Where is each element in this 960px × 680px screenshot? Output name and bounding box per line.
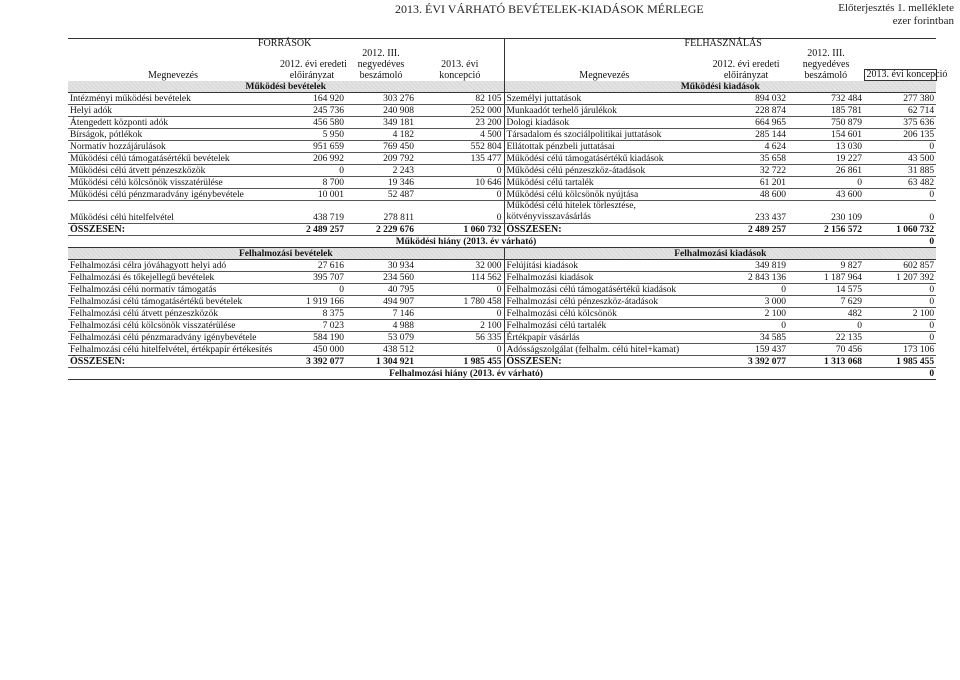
use-2012-plan: 0 <box>704 284 788 296</box>
use-2013-concept: 173 106 <box>864 344 936 356</box>
source-2012-q3: 2 243 <box>346 165 416 177</box>
source-label: Felhalmozási célú hitelfelvétel, értékpapír értékesítés <box>68 344 278 356</box>
deficit-value: 0 <box>864 368 936 380</box>
use-2012-plan: 285 144 <box>704 129 788 141</box>
source-2012-plan: 2 489 257 <box>278 224 346 236</box>
operating-row <box>68 105 936 117</box>
use-2013-concept: 0 <box>864 320 936 332</box>
source-2012-q3: 19 346 <box>346 177 416 189</box>
use-2012-plan: 34 585 <box>704 332 788 344</box>
source-label: Felhalmozási célú kölcsönök visszatérülése <box>68 320 278 332</box>
use-label: ÖSSZESEN: <box>504 356 704 368</box>
source-2012-plan: 3 392 077 <box>278 356 346 368</box>
use-label: Adósságszolgálat (felhalm. célú hitel+kamat) <box>504 344 704 356</box>
operating-row <box>68 165 936 177</box>
source-2013-concept: 135 477 <box>416 153 504 165</box>
use-2012-plan: 228 874 <box>704 105 788 117</box>
source-2012-q3: 40 795 <box>346 284 416 296</box>
use-2012-q3: 7 629 <box>788 296 864 308</box>
source-2013-concept: 23 200 <box>416 117 504 129</box>
capital-row <box>68 320 936 332</box>
use-2012-q3: 482 <box>788 308 864 320</box>
source-2012-q3: 30 934 <box>346 260 416 272</box>
use-2012-q3: 1 187 964 <box>788 272 864 284</box>
source-2013-concept: 252 000 <box>416 105 504 117</box>
source-label: Felhalmozási célú normatív támogatás <box>68 284 278 296</box>
use-label: Felhalmozási célú kölcsönök <box>504 308 704 320</box>
use-2012-q3: 750 879 <box>788 117 864 129</box>
source-2013-concept: 114 562 <box>416 272 504 284</box>
use-2012-q3: 154 601 <box>788 129 864 141</box>
operating-row <box>68 93 936 105</box>
use-2012-q3: 26 861 <box>788 165 864 177</box>
felhasznalas-header: FELHASZNÁLÁS <box>504 39 936 50</box>
use-label: Ellátottak pénzbeli juttatásai <box>504 141 704 153</box>
use-2012-plan: 35 658 <box>704 153 788 165</box>
source-label: Felhalmozási célú támogatásértékű bevételek <box>68 296 278 308</box>
forrasok-header: FORRÁSOK <box>68 39 504 50</box>
use-label: Működési célú hitelek törlesztése, kötvényvisszavásárlás <box>504 201 704 224</box>
source-label: Intézményi működési bevételek <box>68 93 278 105</box>
use-label: Működési célú pénzeszköz-átadások <box>504 165 704 177</box>
section-mukodesi-bevetelek: Működési bevételek <box>68 81 504 93</box>
source-2013-concept: 56 335 <box>416 332 504 344</box>
use-2012-q3: 19 227 <box>788 153 864 165</box>
capital-row <box>68 332 936 344</box>
source-2013-concept: 1 985 455 <box>416 356 504 368</box>
source-label: Működési célú kölcsönök visszatérülése <box>68 177 278 189</box>
source-2013-concept: 10 646 <box>416 177 504 189</box>
use-label: Működési célú támogatásértékű kiadások <box>504 153 704 165</box>
use-label: Dologi kiadások <box>504 117 704 129</box>
source-label: Normatív hozzájárulások <box>68 141 278 153</box>
source-2012-plan: 450 000 <box>278 344 346 356</box>
page-annotation <box>838 2 954 28</box>
source-label: Működési célú pénzmaradvány igénybevétele <box>68 189 278 201</box>
use-2012-q3: 22 135 <box>788 332 864 344</box>
section-capital <box>68 248 936 260</box>
col5-header-l2: negyedéves <box>802 58 850 70</box>
use-2012-plan: 349 819 <box>704 260 788 272</box>
operating-row <box>68 141 936 153</box>
use-2013-concept: 0 <box>864 141 936 153</box>
header-row-3 <box>68 59 936 70</box>
megnevezes-left: Megnevezés <box>148 69 198 81</box>
col6-header: 2013. évi koncepció <box>864 70 936 81</box>
capital-row <box>68 260 936 272</box>
use-label: Személyi juttatások <box>504 93 704 105</box>
source-2013-concept: 0 <box>416 165 504 177</box>
balance-table <box>68 38 948 380</box>
col1-header-l1: 2012. évi eredeti <box>280 58 347 70</box>
source-2013-concept: 0 <box>416 344 504 356</box>
source-2013-concept: 0 <box>416 189 504 201</box>
use-2012-q3: 13 030 <box>788 141 864 153</box>
source-label: Felhalmozási célú pénzmaradvány igénybevétele <box>68 332 278 344</box>
deficit-value: 0 <box>864 236 936 248</box>
source-2012-plan: 8 375 <box>278 308 346 320</box>
use-label: Társadalom és szociálpolitikai juttatások <box>504 129 704 141</box>
source-2012-plan: 27 616 <box>278 260 346 272</box>
source-label: ÖSSZESEN: <box>68 356 278 368</box>
use-2013-concept: 0 <box>864 189 936 201</box>
use-label: Működési célú kölcsönök nyújtása <box>504 189 704 201</box>
source-2013-concept: 2 100 <box>416 320 504 332</box>
use-2012-q3: 43 600 <box>788 189 864 201</box>
col3-header-l1: 2013. évi <box>416 59 504 70</box>
use-2012-plan: 2 843 136 <box>704 272 788 284</box>
source-2013-concept: 552 804 <box>416 141 504 153</box>
col5-header-l1: 2012. III. <box>807 48 845 59</box>
use-label: Felhalmozási kiadások <box>504 272 704 284</box>
deficit-label: Működési hiány (2013. év várható) <box>68 236 864 248</box>
source-2012-q3: 303 276 <box>346 93 416 105</box>
col2-header-l1: 2012. III. <box>362 48 400 59</box>
capital-deficit-row <box>68 368 936 380</box>
source-2012-q3: 4 182 <box>346 129 416 141</box>
use-2012-plan: 159 437 <box>704 344 788 356</box>
source-2012-plan: 395 707 <box>278 272 346 284</box>
source-2013-concept: 32 000 <box>416 260 504 272</box>
source-label: Felhalmozási célú átvett pénzeszközök <box>68 308 278 320</box>
source-2012-q3: 494 907 <box>346 296 416 308</box>
source-2012-q3: 53 079 <box>346 332 416 344</box>
use-label: ÖSSZESEN: <box>504 224 704 236</box>
col1-header-l2: előirányzat <box>289 69 335 81</box>
use-2012-plan: 48 600 <box>704 189 788 201</box>
source-label: Felhalmozási célra jóváhagyott helyi adó <box>68 260 278 272</box>
source-2012-plan: 245 736 <box>278 105 346 117</box>
source-2012-q3: 769 450 <box>346 141 416 153</box>
source-2012-plan: 5 950 <box>278 129 346 141</box>
use-label: Működési célú tartalék <box>504 177 704 189</box>
use-2013-concept: 43 500 <box>864 153 936 165</box>
header-row-1 <box>68 39 936 50</box>
use-2012-q3: 70 456 <box>788 344 864 356</box>
use-2013-concept: 1 060 732 <box>864 224 936 236</box>
source-2012-plan: 584 190 <box>278 332 346 344</box>
source-2013-concept: 1 780 458 <box>416 296 504 308</box>
section-right: Felhalmozási kiadások <box>504 248 936 260</box>
source-2012-q3: 4 988 <box>346 320 416 332</box>
capital-row <box>68 344 936 356</box>
section-mukodesi-kiadasok: Működési kiadások <box>504 81 936 93</box>
unit-label: ezer forintban <box>892 15 954 27</box>
use-2013-concept: 1 985 455 <box>864 356 936 368</box>
megnevezes-right: Megnevezés <box>579 69 630 81</box>
source-label: Felhalmozási és tőkejellegű bevételek <box>68 272 278 284</box>
col4-header-l2: előirányzat <box>723 69 769 81</box>
use-2012-q3: 185 781 <box>788 105 864 117</box>
source-label: ÖSSZESEN: <box>68 224 278 236</box>
use-2012-plan: 3 392 077 <box>704 356 788 368</box>
use-2013-concept: 277 380 <box>864 93 936 105</box>
use-2012-q3: 14 575 <box>788 284 864 296</box>
source-2012-q3: 209 792 <box>346 153 416 165</box>
use-2013-concept: 375 636 <box>864 117 936 129</box>
use-2012-plan: 61 201 <box>704 177 788 189</box>
use-2012-plan: 3 000 <box>704 296 788 308</box>
source-label: Működési célú támogatásértékű bevételek <box>68 153 278 165</box>
section-left: Felhalmozási bevételek <box>68 248 504 260</box>
use-label: Felhalmozási célú tartalék <box>504 320 704 332</box>
use-2013-concept: 602 857 <box>864 260 936 272</box>
use-2012-q3: 230 109 <box>788 201 864 224</box>
col2-header-l3: beszámoló <box>359 69 403 81</box>
use-label: Felújítási kiadások <box>504 260 704 272</box>
use-2012-q3: 0 <box>788 177 864 189</box>
source-label: Működési célú átvett pénzeszközök <box>68 165 278 177</box>
source-label: Bírságok, pótlékok <box>68 129 278 141</box>
operating-row <box>68 177 936 189</box>
source-2012-plan: 206 992 <box>278 153 346 165</box>
source-label: Átengedett központi adók <box>68 117 278 129</box>
use-2012-plan: 32 722 <box>704 165 788 177</box>
use-2013-concept: 206 135 <box>864 129 936 141</box>
capital-row <box>68 272 936 284</box>
source-2012-q3: 234 560 <box>346 272 416 284</box>
use-2012-plan: 2 489 257 <box>704 224 788 236</box>
use-2012-q3: 732 484 <box>788 93 864 105</box>
annex-label: Előterjesztés 1. melléklete <box>838 2 954 14</box>
source-label: Működési célú hitelfelvétel <box>68 201 278 224</box>
operating-row <box>68 117 936 129</box>
source-2012-q3: 278 811 <box>346 201 416 224</box>
use-2013-concept: 0 <box>864 332 936 344</box>
capital-row <box>68 308 936 320</box>
use-2013-concept: 1 207 392 <box>864 272 936 284</box>
header-row-2 <box>68 49 936 59</box>
source-2012-q3: 1 304 921 <box>346 356 416 368</box>
operating-row <box>68 201 936 224</box>
use-2012-plan: 2 100 <box>704 308 788 320</box>
source-2013-concept: 1 060 732 <box>416 224 504 236</box>
source-2012-plan: 456 580 <box>278 117 346 129</box>
source-2012-q3: 240 908 <box>346 105 416 117</box>
operating-row <box>68 189 936 201</box>
col5-header-l3: beszámoló <box>804 69 848 81</box>
use-2012-q3: 9 827 <box>788 260 864 272</box>
use-2012-q3: 0 <box>788 320 864 332</box>
use-2012-q3: 1 313 068 <box>788 356 864 368</box>
source-2013-concept: 0 <box>416 284 504 296</box>
use-2013-concept: 31 885 <box>864 165 936 177</box>
capital-total-row <box>68 356 936 368</box>
capital-row <box>68 296 936 308</box>
use-2012-plan: 4 624 <box>704 141 788 153</box>
source-label: Helyi adók <box>68 105 278 117</box>
source-2013-concept: 4 500 <box>416 129 504 141</box>
source-2012-plan: 438 719 <box>278 201 346 224</box>
source-2012-plan: 0 <box>278 165 346 177</box>
operating-total-row <box>68 224 936 236</box>
source-2012-q3: 52 487 <box>346 189 416 201</box>
page-title: 2013. ÉVI VÁRHATÓ BEVÉTELEK-KIADÁSOK MÉRLEGE <box>395 2 704 16</box>
header-row-4 <box>68 70 936 81</box>
source-2012-q3: 438 512 <box>346 344 416 356</box>
source-2012-q3: 349 181 <box>346 117 416 129</box>
operating-row <box>68 129 936 141</box>
use-label: Munkaadót terhelő járulékok <box>504 105 704 117</box>
source-2012-plan: 8 700 <box>278 177 346 189</box>
capital-row <box>68 284 936 296</box>
use-2012-plan: 664 965 <box>704 117 788 129</box>
source-2012-q3: 7 146 <box>346 308 416 320</box>
use-2012-plan: 0 <box>704 320 788 332</box>
source-2012-plan: 7 023 <box>278 320 346 332</box>
use-2013-concept: 62 714 <box>864 105 936 117</box>
operating-row <box>68 153 936 165</box>
use-2012-plan: 233 437 <box>704 201 788 224</box>
use-2013-concept: 0 <box>864 201 936 224</box>
source-2012-plan: 951 659 <box>278 141 346 153</box>
use-label: Felhalmozási célú támogatásértékű kiadások <box>504 284 704 296</box>
col2-header-l2: negyedéves <box>357 58 405 70</box>
source-2012-plan: 164 920 <box>278 93 346 105</box>
source-2013-concept: 82 105 <box>416 93 504 105</box>
col3-header-l2: koncepció <box>416 70 504 81</box>
source-2012-plan: 0 <box>278 284 346 296</box>
use-label: Értékpapír vásárlás <box>504 332 704 344</box>
col4-header-l1: 2012. évi eredeti <box>712 58 780 70</box>
source-2012-plan: 10 001 <box>278 189 346 201</box>
source-2013-concept: 0 <box>416 308 504 320</box>
deficit-label: Felhalmozási hiány (2013. év várható) <box>68 368 864 380</box>
source-2012-plan: 1 919 166 <box>278 296 346 308</box>
use-label: Felhalmozási célú pénzeszköz-átadások <box>504 296 704 308</box>
section-operating <box>68 81 936 93</box>
source-2013-concept: 0 <box>416 201 504 224</box>
use-2012-plan: 894 032 <box>704 93 788 105</box>
use-2012-q3: 2 156 572 <box>788 224 864 236</box>
operating-deficit-row <box>68 236 936 248</box>
use-2013-concept: 0 <box>864 296 936 308</box>
use-2013-concept: 2 100 <box>864 308 936 320</box>
use-2013-concept: 63 482 <box>864 177 936 189</box>
source-2012-q3: 2 229 676 <box>346 224 416 236</box>
use-2013-concept: 0 <box>864 284 936 296</box>
